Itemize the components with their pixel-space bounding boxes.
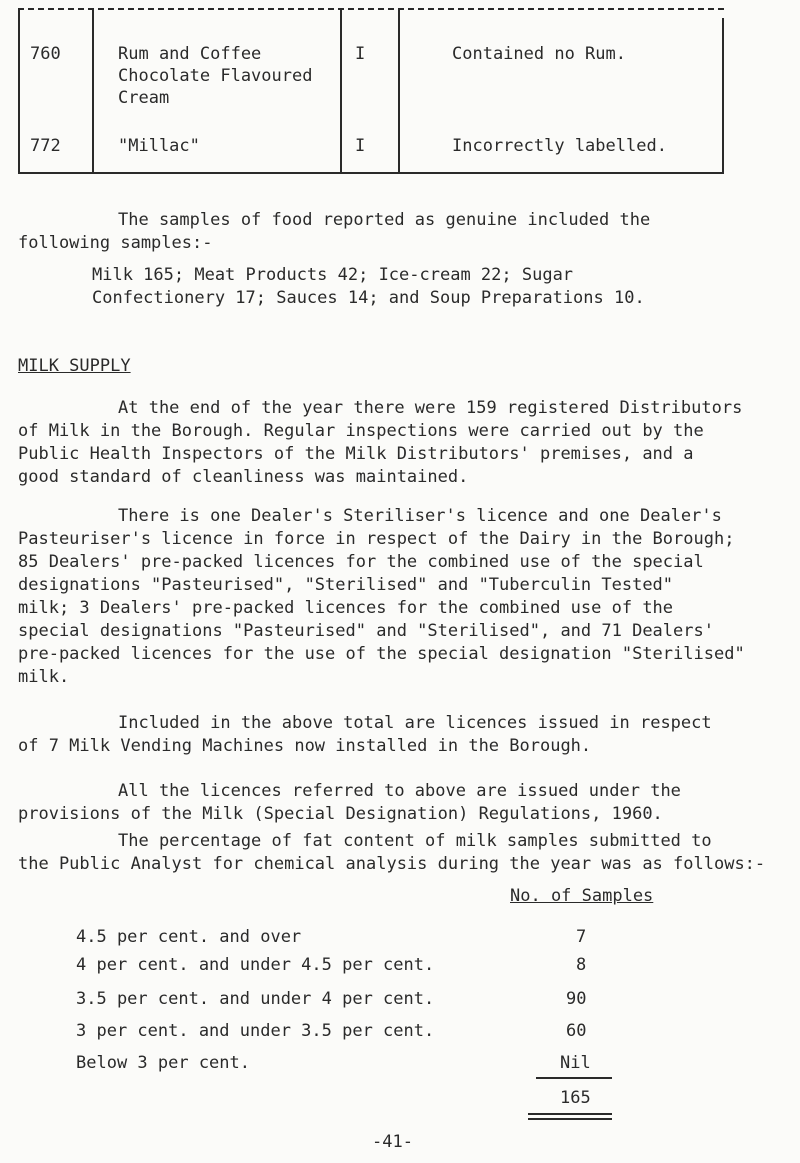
- table-cell-article: Cream: [118, 88, 170, 108]
- table-cell-samples: I: [355, 136, 366, 156]
- paragraph: [18, 780, 788, 826]
- fat-row-value: Nil: [560, 1053, 591, 1073]
- total-double-rule: [528, 1118, 612, 1120]
- table-divider: [398, 8, 400, 174]
- fat-row-label: 4.5 per cent. and over: [76, 927, 302, 947]
- section-heading: MILK SUPPLY: [18, 356, 131, 376]
- table-cell-article: Rum and Coffee: [118, 44, 262, 64]
- table-cell-article: Chocolate Flavoured: [118, 66, 313, 86]
- text-line: Pasteuriser's licence in force in respect of the Dairy in the Borough;: [18, 529, 735, 549]
- table-border-left: [18, 8, 20, 174]
- table-cell-remarks: Contained no Rum.: [452, 44, 626, 64]
- text-line: Confectionery 17; Sauces 14; and Soup Preparations 10.: [92, 288, 645, 308]
- text-line: of 7 Milk Vending Machines now installed in the Borough.: [18, 736, 592, 756]
- table-cell-article: "Millac": [118, 136, 200, 156]
- fat-row-label: Below 3 per cent.: [76, 1053, 250, 1073]
- text-line: Public Health Inspectors of the Milk Distributors' premises, and a: [18, 444, 694, 464]
- fat-row-label: 3 per cent. and under 3.5 per cent.: [76, 1021, 435, 1041]
- text-line: The percentage of fat content of milk samples submitted to: [118, 831, 712, 851]
- sum-rule: [536, 1077, 612, 1079]
- genuine-list: [92, 264, 800, 310]
- table-border-right: [722, 18, 724, 174]
- fat-total: 165: [560, 1088, 591, 1108]
- table-cell-remarks: Incorrectly labelled.: [452, 136, 667, 156]
- text-line: Milk 165; Meat Products 42; Ice-cream 22; Sugar: [92, 265, 574, 285]
- fat-table-header: No. of Samples: [510, 886, 654, 906]
- fat-row-value: 60: [566, 1021, 587, 1041]
- table-divider: [340, 8, 342, 174]
- text-line: milk.: [18, 667, 70, 687]
- page-number: -41-: [372, 1132, 413, 1152]
- total-double-rule: [528, 1113, 612, 1115]
- text-line: pre-packed licences for the use of the special designation "Sterilised": [18, 644, 745, 664]
- table-divider: [92, 8, 94, 174]
- text-line: milk; 3 Dealers' pre-packed licences for the combined use of the: [18, 598, 674, 618]
- table-top-border: [18, 8, 724, 10]
- text-line: At the end of the year there were 159 registered Distributors: [118, 398, 743, 418]
- fat-row-value: 8: [576, 955, 587, 975]
- text-line: following samples:-: [18, 233, 213, 253]
- table-cell-number: 772: [30, 136, 61, 156]
- genuine-intro: [18, 209, 788, 255]
- table-cell-samples: I: [355, 44, 366, 64]
- table-bottom-border: [18, 172, 724, 174]
- fat-row-value: 90: [566, 989, 587, 1009]
- text-line: All the licences referred to above are issued under the: [118, 781, 681, 801]
- text-line: the Public Analyst for chemical analysis during the year was as follows:-: [18, 854, 766, 874]
- table-cell-number: 760: [30, 44, 61, 64]
- fat-row-label: 3.5 per cent. and under 4 per cent.: [76, 989, 435, 1009]
- text-line: The samples of food reported as genuine included the: [118, 210, 651, 230]
- text-line: special designations "Pasteurised" and "Sterilised", and 71 Dealers': [18, 621, 714, 641]
- text-line: good standard of cleanliness was maintained.: [18, 467, 469, 487]
- paragraph: [18, 505, 788, 689]
- text-line: 85 Dealers' pre-packed licences for the combined use of the special: [18, 552, 704, 572]
- text-line: designations "Pasteurised", "Sterilised" and "Tuberculin Tested": [18, 575, 674, 595]
- paragraph: [18, 397, 788, 489]
- paragraph: [18, 830, 788, 876]
- fat-row-label: 4 per cent. and under 4.5 per cent.: [76, 955, 435, 975]
- paragraph: [18, 712, 788, 758]
- text-line: provisions of the Milk (Special Designation) Regulations, 1960.: [18, 804, 663, 824]
- text-line: There is one Dealer's Steriliser's licence and one Dealer's: [118, 506, 722, 526]
- text-line: of Milk in the Borough. Regular inspections were carried out by the: [18, 421, 704, 441]
- fat-row-value: 7: [576, 927, 587, 947]
- text-line: Included in the above total are licences issued in respect: [118, 713, 712, 733]
